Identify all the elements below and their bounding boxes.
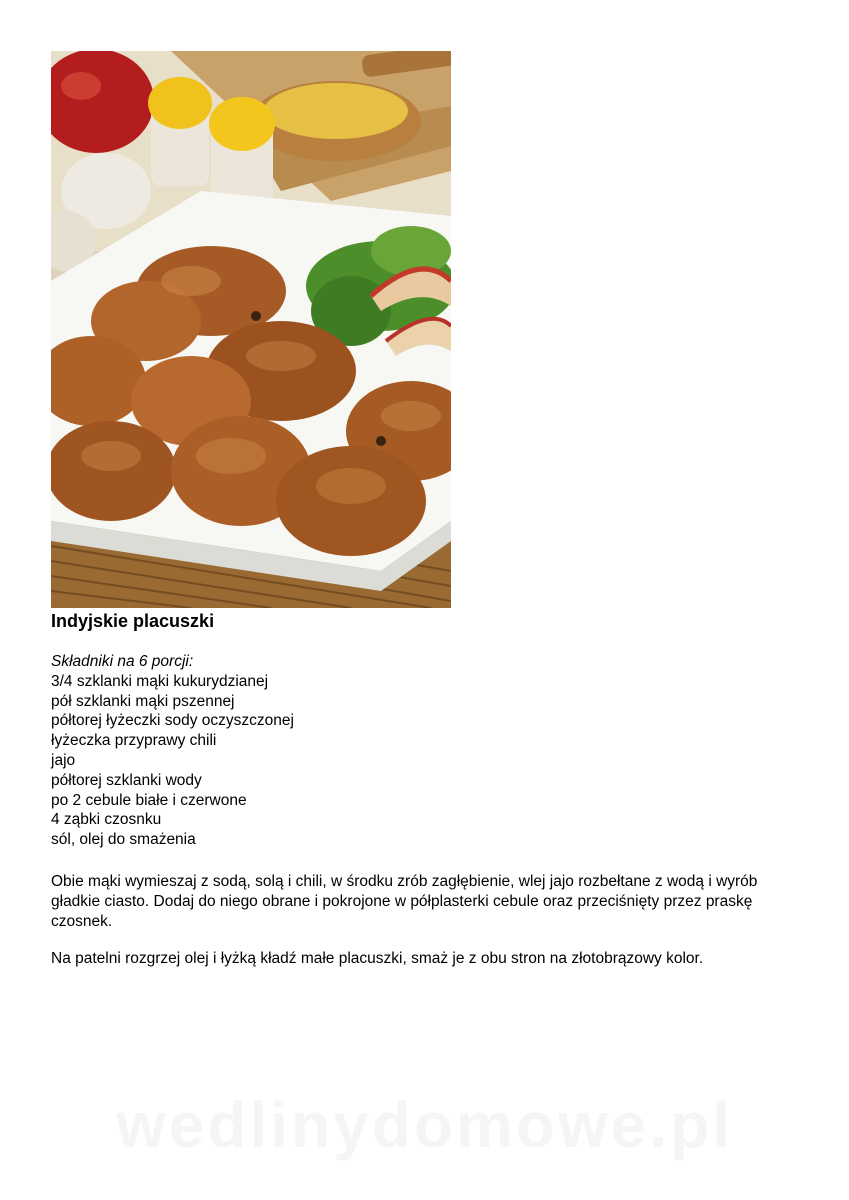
ingredients-heading: Składniki na 6 porcji: — [51, 653, 194, 670]
ingredients-section — [51, 652, 791, 850]
ingredient-item: 4 ząbki czosnku — [51, 811, 162, 829]
instruction-paragraph: Obie mąki wymieszaj z sodą, solą i chili, w środku zrób zagłębienie, wlej jajo rozbełtane z wodą i wyrób gładkie ciasto. Dodaj do niego obrane i pokrojone w półplasterki cebule oraz przeciśnięty przez praskę czosnek. — [51, 873, 758, 930]
watermark: wedlinydomowe.pl — [116, 1089, 733, 1161]
ingredient-item: sól, olej do smażenia — [51, 831, 196, 849]
ingredient-item: pół szklanki mąki pszennej — [51, 692, 235, 710]
ingredients-list — [51, 672, 791, 850]
recipe-photo — [51, 51, 451, 608]
ingredient-item: półtorej łyżeczki sody oczyszczonej — [51, 712, 294, 730]
ingredient-item: po 2 cebule białe i czerwone — [51, 791, 247, 809]
ingredient-item: półtorej szklanki wody — [51, 771, 202, 789]
ingredient-item: jajo — [51, 751, 76, 769]
ingredient-item: 3/4 szklanki mąki kukurydzianej — [51, 672, 269, 690]
ingredient-item: łyżeczka przyprawy chili — [51, 732, 217, 750]
instruction-paragraph: Na patelni rozgrzej olej i łyżką kładź małe placuszki, smaż je z obu stron na złotobrązowy kolor. — [51, 950, 704, 967]
recipe-title: Indyjskie placuszki — [51, 611, 215, 631]
